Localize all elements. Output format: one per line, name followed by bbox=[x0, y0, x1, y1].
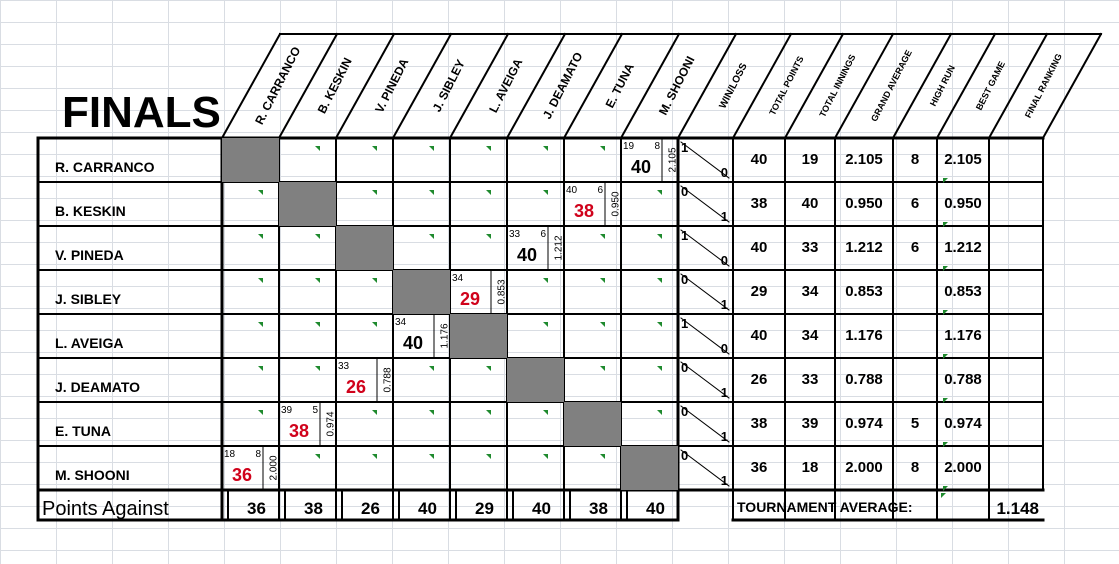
column-header: FINAL RANKING bbox=[1022, 51, 1064, 120]
comment-marker bbox=[486, 454, 491, 459]
comment-marker bbox=[372, 278, 377, 283]
player-name: R. CARRANCO bbox=[55, 159, 155, 175]
player-name: J. SIBLEY bbox=[55, 291, 122, 307]
tournament-average-label: TOURNAMENT AVERAGE: bbox=[737, 499, 913, 515]
comment-marker bbox=[543, 454, 548, 459]
match-average: 2.105 bbox=[667, 147, 679, 173]
match-average: 1.176 bbox=[439, 323, 451, 349]
stat-total-points: 29 bbox=[750, 283, 768, 300]
comment-marker bbox=[941, 493, 946, 498]
stat-grand-average: 0.974 bbox=[845, 415, 883, 432]
match-high-run: 6 bbox=[597, 185, 603, 196]
match-high-run: 6 bbox=[540, 229, 546, 240]
points-against-value: 29 bbox=[475, 499, 494, 518]
sheet-title: FINALS bbox=[62, 88, 221, 137]
stat-total-innings: 39 bbox=[801, 415, 819, 432]
column-header: B. KESKIN bbox=[314, 55, 355, 116]
comment-marker bbox=[315, 234, 320, 239]
match-score: 29 bbox=[459, 289, 481, 309]
win-count: 0 bbox=[681, 448, 689, 463]
loss-count: 1 bbox=[720, 297, 728, 312]
stat-total-innings: 33 bbox=[801, 371, 819, 388]
diagonal-block bbox=[621, 446, 678, 490]
column-header: WIN/LOSS bbox=[717, 61, 750, 111]
stat-high-run: 6 bbox=[910, 239, 920, 256]
stat-best-game: 2.000 bbox=[944, 459, 982, 476]
comment-marker bbox=[600, 454, 605, 459]
loss-count: 1 bbox=[720, 473, 728, 488]
comment-marker bbox=[258, 322, 263, 327]
stat-total-innings: 18 bbox=[801, 459, 819, 476]
stat-total-innings: 40 bbox=[801, 195, 819, 212]
comment-marker bbox=[258, 278, 263, 283]
comment-marker bbox=[429, 234, 434, 239]
column-header: J. DEAMATO bbox=[539, 49, 586, 122]
win-count: 1 bbox=[681, 140, 689, 155]
stat-total-innings: 33 bbox=[801, 239, 819, 256]
comment-marker bbox=[429, 190, 434, 195]
match-average: 2.000 bbox=[268, 455, 280, 481]
comment-marker bbox=[429, 366, 434, 371]
comment-marker bbox=[600, 234, 605, 239]
stat-grand-average: 2.000 bbox=[845, 459, 883, 476]
column-header: J. SIBLEY bbox=[429, 57, 468, 115]
match-high-run: 8 bbox=[654, 141, 660, 152]
match-average: 1.212 bbox=[553, 235, 565, 261]
match-score: 36 bbox=[231, 465, 253, 485]
loss-count: 0 bbox=[720, 165, 728, 180]
diagonal-block bbox=[336, 226, 393, 270]
stat-grand-average: 0.788 bbox=[845, 371, 883, 388]
comment-marker bbox=[315, 146, 320, 151]
column-header: R. CARRANCO bbox=[252, 44, 304, 127]
points-against-value: 40 bbox=[418, 499, 437, 518]
match-innings: 19 bbox=[623, 141, 635, 152]
points-against-value: 36 bbox=[247, 499, 266, 518]
player-name: L. AVEIGA bbox=[55, 335, 124, 351]
comment-marker bbox=[657, 190, 662, 195]
diagonal-block bbox=[393, 270, 450, 314]
column-header: TOTAL INNINGS bbox=[817, 52, 858, 119]
win-count: 0 bbox=[681, 272, 689, 287]
column-header: V. PINEDA bbox=[372, 56, 412, 116]
comment-marker bbox=[258, 410, 263, 415]
stat-grand-average: 1.176 bbox=[845, 327, 883, 344]
stat-total-points: 40 bbox=[750, 151, 768, 168]
tournament-average-value: 1.148 bbox=[996, 499, 1039, 518]
player-name: E. TUNA bbox=[55, 423, 111, 439]
match-score: 38 bbox=[573, 201, 595, 221]
match-average: 0.950 bbox=[610, 191, 622, 217]
comment-marker bbox=[429, 454, 434, 459]
stat-total-points: 40 bbox=[750, 239, 768, 256]
match-innings: 39 bbox=[281, 405, 293, 416]
header-slant bbox=[835, 34, 893, 138]
comment-marker bbox=[372, 146, 377, 151]
loss-count: 1 bbox=[720, 385, 728, 400]
win-count: 0 bbox=[681, 360, 689, 375]
points-against-value: 40 bbox=[646, 499, 665, 518]
loss-count: 0 bbox=[720, 341, 728, 356]
column-header: BEST GAME bbox=[973, 59, 1008, 112]
comment-marker bbox=[486, 146, 491, 151]
comment-marker bbox=[600, 366, 605, 371]
comment-marker bbox=[543, 190, 548, 195]
comment-marker bbox=[543, 410, 548, 415]
points-against-label: Points Against bbox=[42, 498, 169, 520]
stat-best-game: 1.176 bbox=[944, 327, 982, 344]
match-score: 40 bbox=[402, 333, 424, 353]
loss-count: 1 bbox=[720, 209, 728, 224]
stat-total-innings: 34 bbox=[801, 327, 819, 344]
comment-marker bbox=[657, 366, 662, 371]
comment-marker bbox=[657, 234, 662, 239]
column-header: HIGH RUN bbox=[927, 63, 957, 108]
comment-marker bbox=[258, 190, 263, 195]
stat-high-run: 8 bbox=[910, 151, 920, 168]
points-against-value: 40 bbox=[532, 499, 551, 518]
player-name: B. KESKIN bbox=[55, 203, 126, 219]
stat-grand-average: 1.212 bbox=[845, 239, 883, 256]
comment-marker bbox=[315, 322, 320, 327]
cell-fills bbox=[222, 138, 948, 498]
win-count: 0 bbox=[681, 404, 689, 419]
comment-marker bbox=[600, 322, 605, 327]
stat-high-run: 5 bbox=[910, 415, 920, 432]
match-score: 26 bbox=[345, 377, 367, 397]
match-innings: 34 bbox=[452, 273, 464, 284]
stat-total-points: 40 bbox=[750, 327, 768, 344]
match-score: 38 bbox=[288, 421, 310, 441]
match-score: 40 bbox=[516, 245, 538, 265]
match-innings: 18 bbox=[224, 449, 236, 460]
match-high-run: 8 bbox=[255, 449, 261, 460]
stat-best-game: 0.974 bbox=[944, 415, 982, 432]
stat-best-game: 0.853 bbox=[944, 283, 982, 300]
comment-marker bbox=[600, 278, 605, 283]
stat-best-game: 0.950 bbox=[944, 195, 982, 212]
comment-marker bbox=[315, 366, 320, 371]
comment-marker bbox=[543, 146, 548, 151]
column-header: GRAND AVERAGE bbox=[869, 48, 914, 124]
diagonal-block bbox=[222, 138, 279, 182]
header-slant bbox=[1043, 34, 1101, 138]
stat-total-innings: 34 bbox=[801, 283, 819, 300]
match-score: 40 bbox=[630, 157, 652, 177]
comment-marker bbox=[429, 410, 434, 415]
comment-marker bbox=[486, 190, 491, 195]
column-header: TOTAL POINTS bbox=[767, 54, 806, 117]
comment-marker bbox=[486, 234, 491, 239]
comment-marker bbox=[315, 278, 320, 283]
loss-count: 1 bbox=[720, 429, 728, 444]
comment-marker bbox=[657, 410, 662, 415]
match-innings: 40 bbox=[566, 185, 578, 196]
stat-total-points: 26 bbox=[750, 371, 768, 388]
diagonal-block bbox=[507, 358, 564, 402]
player-name: M. SHOONI bbox=[55, 467, 130, 483]
points-against-value: 38 bbox=[589, 499, 608, 518]
comment-marker bbox=[486, 410, 491, 415]
player-name: J. DEAMATO bbox=[55, 379, 141, 395]
win-count: 1 bbox=[681, 228, 689, 243]
comment-marker bbox=[543, 278, 548, 283]
diagonal-block bbox=[279, 182, 336, 226]
stat-total-innings: 19 bbox=[801, 151, 819, 168]
comment-marker bbox=[372, 454, 377, 459]
stat-total-points: 38 bbox=[750, 195, 768, 212]
stat-grand-average: 0.853 bbox=[845, 283, 883, 300]
comment-marker bbox=[258, 366, 263, 371]
loss-count: 0 bbox=[720, 253, 728, 268]
column-header: M. SHOONI bbox=[655, 53, 698, 118]
comment-marker bbox=[258, 234, 263, 239]
comment-marker bbox=[372, 322, 377, 327]
match-average: 0.974 bbox=[325, 411, 337, 437]
player-name: V. PINEDA bbox=[55, 247, 124, 263]
match-average: 0.788 bbox=[382, 367, 394, 393]
column-header: E. TUNA bbox=[602, 61, 637, 111]
stat-total-points: 38 bbox=[750, 415, 768, 432]
points-against-value: 26 bbox=[361, 499, 380, 518]
column-header: L. AVEIGA bbox=[486, 56, 526, 115]
win-count: 1 bbox=[681, 316, 689, 331]
comment-marker bbox=[315, 454, 320, 459]
stat-high-run: 6 bbox=[910, 195, 920, 212]
stat-best-game: 1.212 bbox=[944, 239, 982, 256]
match-innings: 33 bbox=[338, 361, 350, 372]
stat-best-game: 2.105 bbox=[944, 151, 982, 168]
diagonal-block bbox=[564, 402, 621, 446]
stat-grand-average: 2.105 bbox=[845, 151, 883, 168]
win-count: 0 bbox=[681, 184, 689, 199]
match-average: 0.853 bbox=[496, 279, 508, 305]
stat-best-game: 0.788 bbox=[944, 371, 982, 388]
comment-marker bbox=[372, 410, 377, 415]
comment-marker bbox=[486, 366, 491, 371]
stat-total-points: 36 bbox=[750, 459, 768, 476]
comment-marker bbox=[429, 146, 434, 151]
comment-marker bbox=[543, 322, 548, 327]
comment-marker bbox=[657, 278, 662, 283]
match-innings: 33 bbox=[509, 229, 521, 240]
stat-high-run: 8 bbox=[910, 459, 920, 476]
stat-grand-average: 0.950 bbox=[845, 195, 883, 212]
points-against-value: 38 bbox=[304, 499, 323, 518]
comment-marker bbox=[657, 322, 662, 327]
diagonal-block bbox=[450, 314, 507, 358]
match-innings: 34 bbox=[395, 317, 407, 328]
comment-marker bbox=[600, 146, 605, 151]
match-high-run: 5 bbox=[312, 405, 318, 416]
comment-marker bbox=[372, 190, 377, 195]
